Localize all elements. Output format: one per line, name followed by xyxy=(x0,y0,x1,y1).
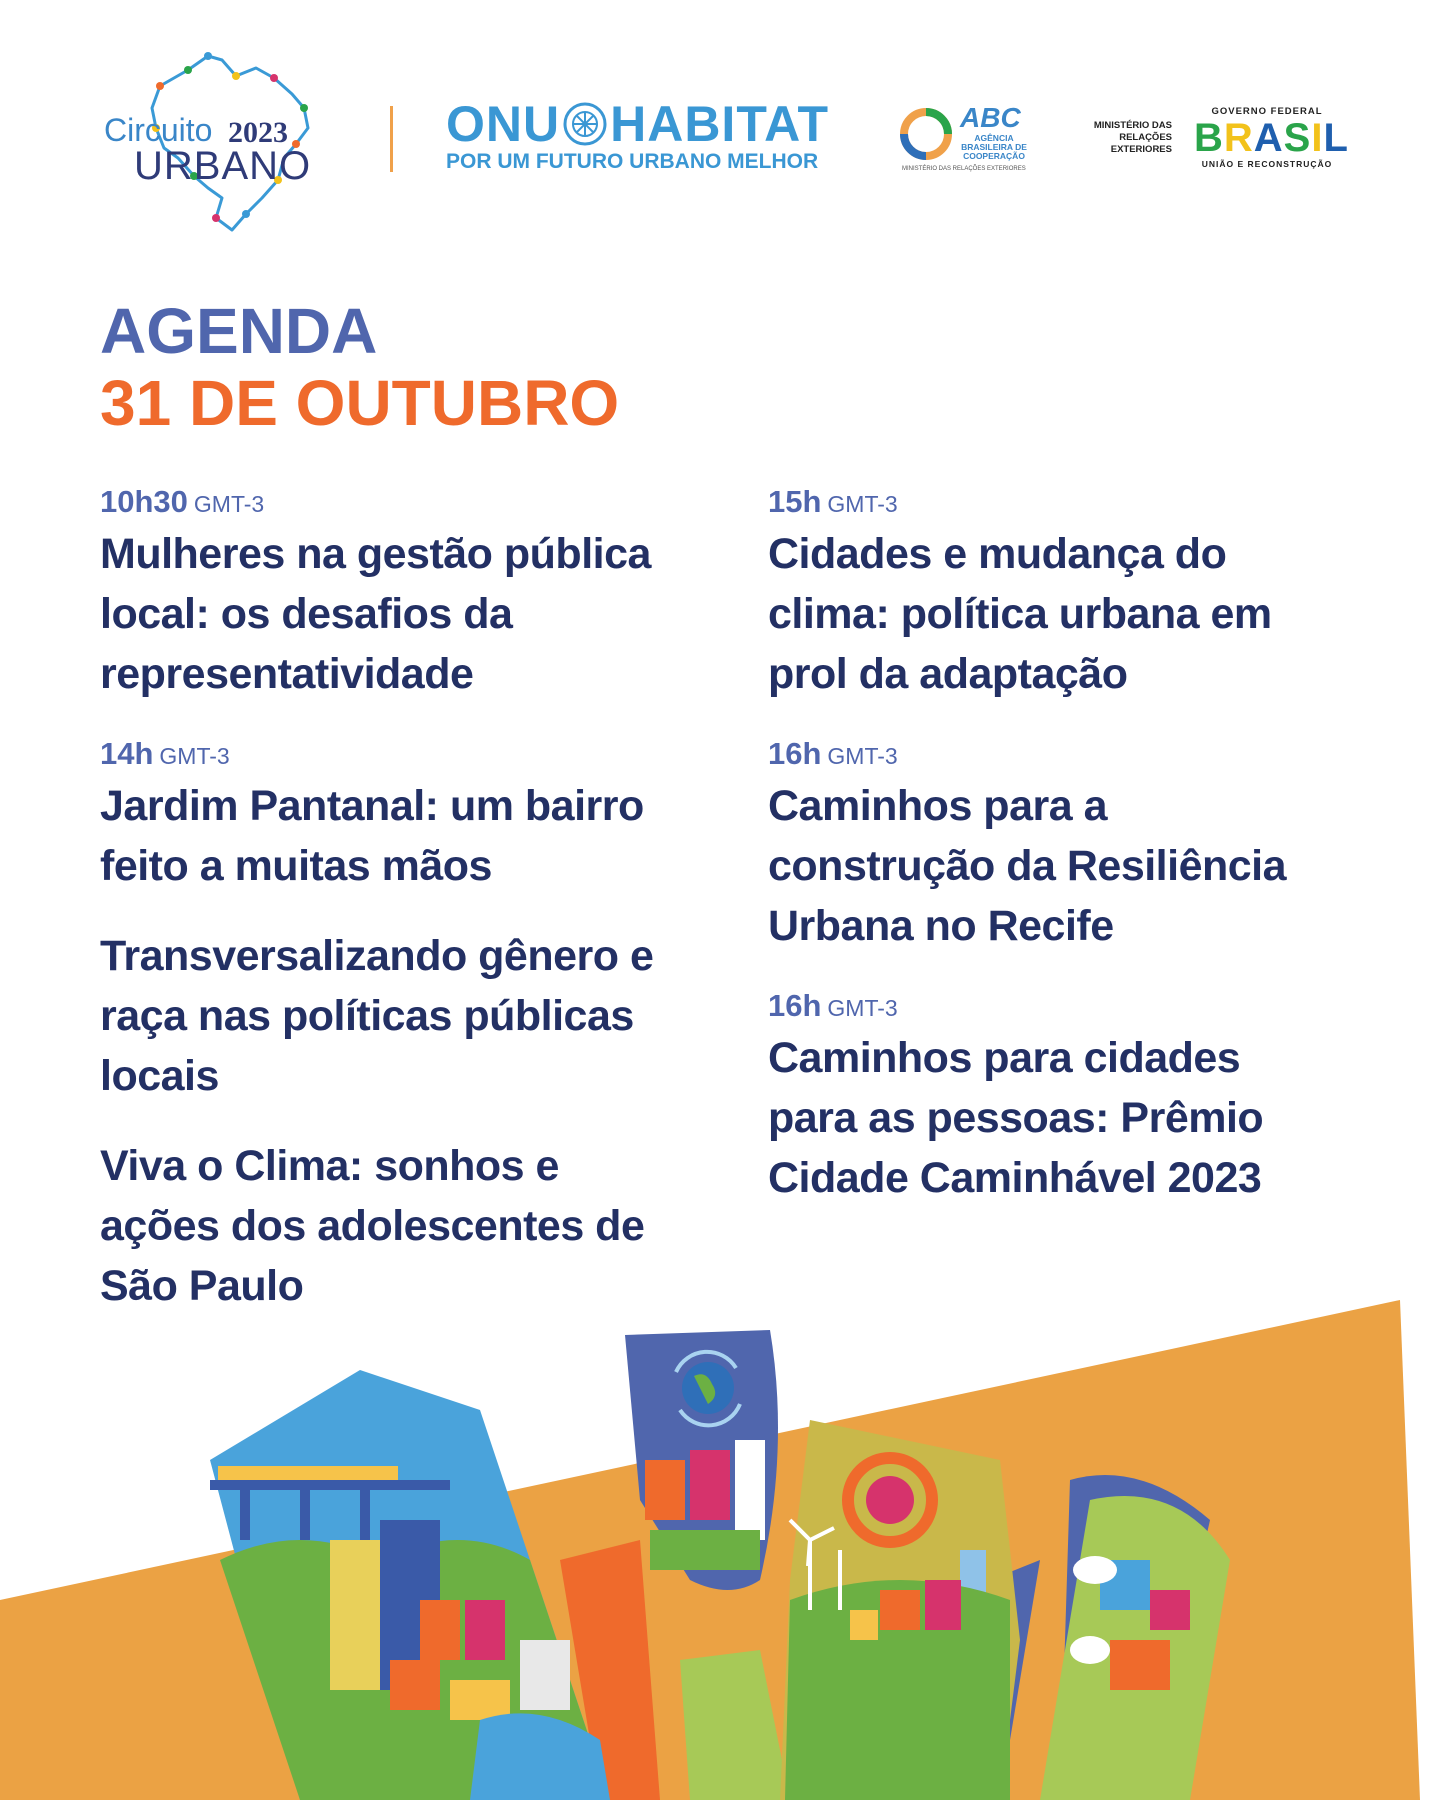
agenda-item xyxy=(100,482,700,704)
event-line: clima: política urbana em xyxy=(768,590,1272,638)
gov-letter: I xyxy=(1311,116,1324,160)
event-line: feito a muitas mãos xyxy=(100,842,492,890)
agenda-event-title xyxy=(100,926,700,1106)
event-line: Urbana no Recife xyxy=(768,902,1114,950)
agenda-item xyxy=(100,926,700,1106)
agenda-event-title xyxy=(100,524,700,704)
event-line: Cidade Caminhável 2023 xyxy=(768,1154,1262,1202)
event-line: locais xyxy=(100,1052,219,1100)
event-line: prol da adaptação xyxy=(768,650,1128,698)
abc-ministry-text: MINISTÉRIO DAS RELAÇÕES EXTERIORES xyxy=(902,166,1026,172)
logo-urbano-text: URBANO xyxy=(134,144,312,188)
mre-line: MINISTÉRIO DAS xyxy=(1093,120,1172,131)
event-line: ações dos adolescentes de xyxy=(100,1202,645,1250)
time-value: 15h xyxy=(768,484,822,519)
abc-name-line: COOPERAÇÃO xyxy=(963,151,1025,161)
agenda-time xyxy=(768,734,1388,776)
event-line: raça nas políticas públicas xyxy=(100,992,634,1040)
gov-letter: S xyxy=(1283,116,1312,160)
event-line: representatividade xyxy=(100,650,474,698)
gov-bottom-text: UNIÃO E RECONSTRUÇÃO xyxy=(1201,159,1333,169)
agenda-item xyxy=(100,734,700,896)
agenda-event-title xyxy=(768,524,1388,704)
logo-year-text: 2023 xyxy=(228,116,288,149)
city-shape-right xyxy=(780,1420,1020,1800)
agenda-item xyxy=(768,482,1388,704)
gov-letter: L xyxy=(1323,116,1349,160)
agenda-event-title xyxy=(768,1028,1388,1208)
agenda-item xyxy=(768,986,1388,1208)
habitat-text: HABITAT xyxy=(610,96,830,152)
time-zone: GMT-3 xyxy=(827,995,898,1021)
gov-letter: A xyxy=(1253,116,1284,160)
agenda-time xyxy=(768,482,1388,524)
gov-top-text: GOVERNO FEDERAL xyxy=(1211,106,1323,117)
abc-code-text: ABC xyxy=(960,102,1021,133)
onu-text: ONU xyxy=(446,96,561,152)
agenda-event-title xyxy=(100,776,700,896)
event-line: Cidades e mudança do xyxy=(768,530,1227,578)
agenda-right-column xyxy=(768,482,1388,1238)
time-value: 10h30 xyxy=(100,484,188,519)
gov-letter: R xyxy=(1223,116,1254,160)
event-line: Viva o Clima: sonhos e xyxy=(100,1142,559,1190)
agenda-time xyxy=(768,986,1388,1028)
time-zone: GMT-3 xyxy=(159,743,230,769)
event-line: Caminhos para cidades xyxy=(768,1034,1241,1082)
time-zone: GMT-3 xyxy=(193,491,265,517)
agenda-time xyxy=(100,482,700,524)
agenda-event-title xyxy=(100,1136,700,1316)
gov-letter: B xyxy=(1194,116,1224,160)
mre-line: EXTERIORES xyxy=(1110,144,1172,155)
agenda-time xyxy=(100,734,700,776)
logo-circuito-text: Circuito xyxy=(104,112,213,148)
event-line: para as pessoas: Prêmio xyxy=(768,1094,1264,1142)
event-line: Transversalizando gênero e xyxy=(100,932,654,980)
event-line: local: os desafios da xyxy=(100,590,513,638)
time-value: 16h xyxy=(768,736,822,771)
agenda-item xyxy=(768,734,1388,956)
event-line: Jardim Pantanal: um bairro xyxy=(100,782,644,830)
abc-name-line: AGÊNCIA xyxy=(974,133,1014,143)
onu-tagline: POR UM FUTURO URBANO MELHOR xyxy=(446,150,819,173)
mre-line: RELAÇÕES xyxy=(1119,132,1172,143)
time-zone: GMT-3 xyxy=(827,743,898,769)
time-value: 14h xyxy=(100,736,154,771)
event-line: construção da Resiliência xyxy=(768,842,1287,890)
agenda-item xyxy=(100,1136,700,1316)
event-line: São Paulo xyxy=(100,1262,304,1310)
time-zone: GMT-3 xyxy=(827,491,898,517)
abc-name-line: BRASILEIRA DE xyxy=(961,142,1027,152)
time-value: 16h xyxy=(768,988,822,1023)
agenda-left-column xyxy=(100,482,700,1346)
event-line: Mulheres na gestão pública xyxy=(100,530,651,578)
page-date: 31 DE OUTUBRO xyxy=(100,367,620,439)
agenda-event-title xyxy=(768,776,1388,956)
page-title: AGENDA xyxy=(100,295,378,367)
event-line: Caminhos para a xyxy=(768,782,1107,830)
